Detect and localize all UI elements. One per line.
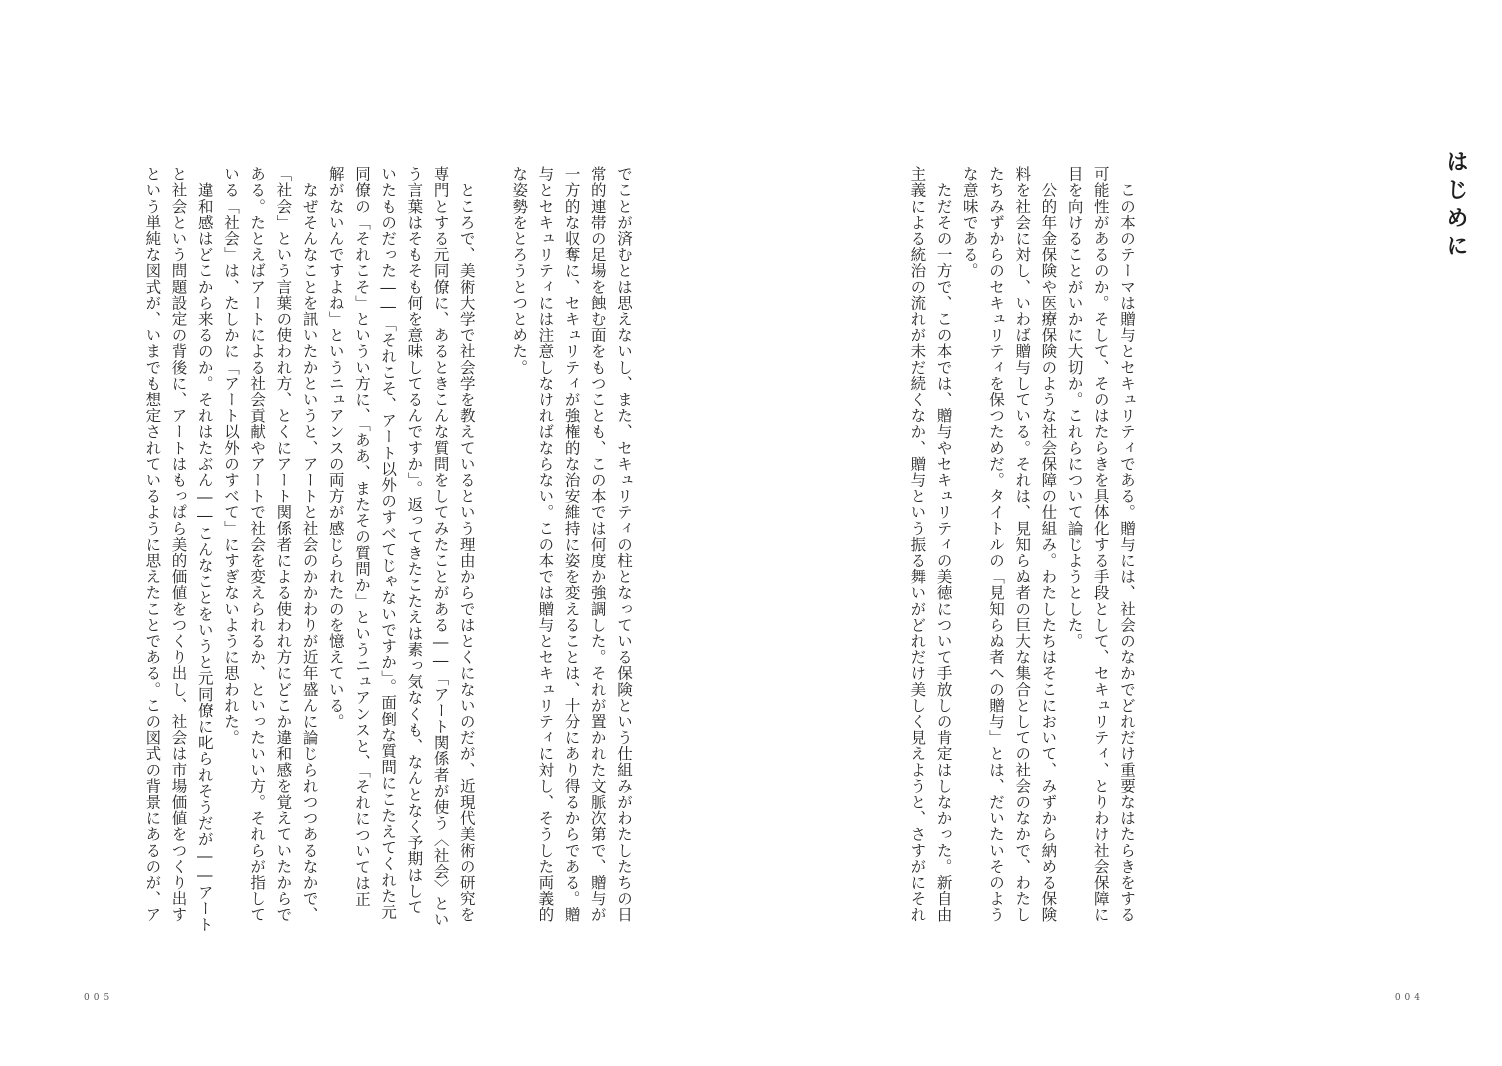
right-page — [751, 0, 1502, 1066]
left-page-number: 005 — [84, 993, 114, 1003]
left-page-body-text: でことが済むとは思えないし、また、セキュリティの柱となっている保険という仕組みがわたしたちの日 常的連帯の足場を蝕む面をもつことも、この本では何度か強調した。それが置かれた文脈次第で、贈与が 一方的な収奪に、セキュリティが強権的な治安維持に姿を変えることは、十分にあり得るからである。贈 与とセキュリティには注意しなければならない。この本では贈与とセキュリティに対し、そうした両義的 な姿勢をとろうとつとめた。 ところで、美術大学で社会学を教えているという理由からではとくにないのだが、近現代美術の研究を 専門とする元同僚に、あるときこんな質問をしてみたことがある――「アート関係者が使う〈社会〉とい う言葉はそもそも何を意味してるんですか」。返ってきたこたえは素っ気なくも、なんとなく予期はして いたものだった――「それこそ、アート以外のすべてじゃないですか」。面倒な質問にこたえてくれた元 同僚の「それこそ」というい方に、「ああ、またその質問か」というニュアンスと、「それについては正 解がないんですよね」というニュアンスの両方が感じられたのを憶えている。 なぜそんなことを訊いたかというと、アートと社会のかかわりが近年盛んに論じられつつあるなかで、 「社会」という言葉の使われ方、とくにアート関係者による使われ方にどこか違和感を覚えていたからで ある。たとえばアートによる社会貢献やアートで社会を変えられるか、といったいい方。それらが指して いる「社会」は、たしかに「アート以外のすべて」にすぎないように思われた。 違和感はどこから来るのか。それはたぶん――こんなことをいうと元同僚に叱られそうだが――アート と社会という問題設定の背後に、アートはもっぱら美的価値をつくり出し、社会は市場価値をつくり出す という単純な図式が、いまでも想定されているように思えたことである。この図式の背景にあるのが、ア — [143, 166, 633, 933]
right-page-body-text: この本のテーマは贈与とセキュリティである。贈与には、社会のなかでどれだけ重要なはたらきをする 可能性があるのか。そして、そのはたらきを具体化する手段として、セキュリティ、とりわけ社会保障に 目を向けることがいかに大切か。これらについて論じようとした。 公的年金保険や医療保険のような社会保障の仕組み。わたしたちはそこにおいて、みずから納める保険 料を社会に対し、いわば贈与している。それは、見知らぬ者の巨大な集合としての社会のなかで、わたし たちみずからのセキュリティを保つためだ。タイトルの「見知らぬ者への贈与」とは、だいたいそのよう な意味である。 ただその一方で、この本では、贈与やセキュリティの美徳について手放しの肯定はしなかった。新自由 主義による統治の流れが未だ続くなか、贈与という振る舞いがどれだけ美しく見えようと、さすがにそれ — [908, 166, 1136, 923]
right-page-number: 004 — [1394, 993, 1424, 1003]
chapter-heading: はじめに — [1443, 150, 1469, 262]
